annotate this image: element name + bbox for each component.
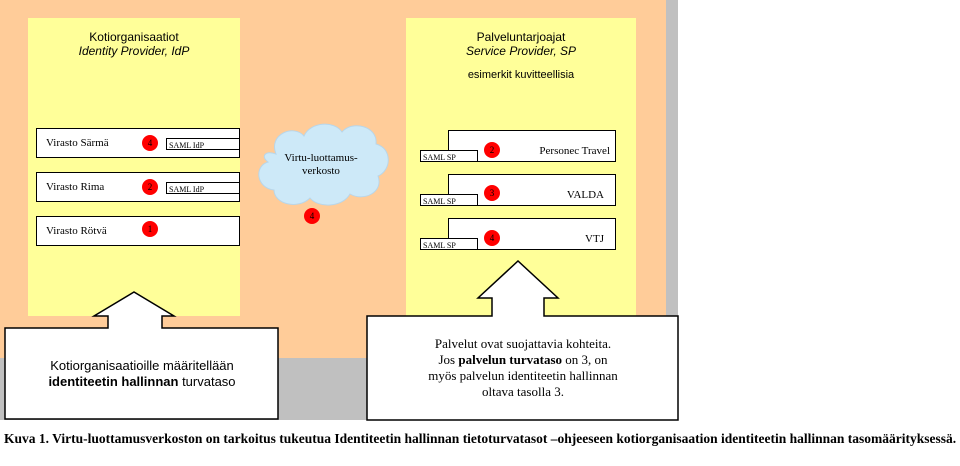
sp-note: esimerkit kuvitteellisia xyxy=(467,69,575,81)
callout-left-line1: Kotiorganisaatioille määritellään xyxy=(50,358,234,373)
sp-row-label: Personec Travel xyxy=(539,145,610,157)
callout-right-text xyxy=(376,336,670,400)
sp-title-en: Service Provider, SP xyxy=(465,44,577,58)
idp-panel xyxy=(28,18,240,316)
callout-left-rest: turvataso xyxy=(178,374,236,389)
callout-left-line2 xyxy=(10,374,274,390)
level-badge: 4 xyxy=(304,208,320,224)
sp-row-label: VALDA xyxy=(566,189,604,201)
callout-right-post: on 3, on xyxy=(562,352,608,367)
callout-right-line1: Palvelut ovat suojattavia kohteita. xyxy=(434,336,612,351)
callout-right-line4: oltava tasolla 3. xyxy=(482,384,564,399)
callout-right-line3: myös palvelun identiteetin hallinnan xyxy=(428,368,618,383)
level-badge: 2 xyxy=(484,142,500,158)
figure-caption: Kuva 1. Virtu-luottamusverkoston on tarkoitus tukeutua Identiteetin hallinnan tietoturvatasot –ohjeeseen kotiorganisaation identiteetin hallinnan tasomäärityksessä. xyxy=(4,431,957,446)
saml-idp-tag: SAML IdP xyxy=(166,182,240,194)
cloud-label-line2: verkosto xyxy=(302,165,340,177)
saml-sp-tag: SAML SP xyxy=(420,238,478,250)
level-badge: 4 xyxy=(142,135,158,151)
callout-right-line2 xyxy=(376,352,670,368)
level-badge: 1 xyxy=(142,221,158,237)
sp-row-label: VTJ xyxy=(585,233,604,245)
idp-row-label: Virasto Särmä xyxy=(46,137,109,149)
level-badge: 3 xyxy=(484,185,500,201)
idp-title-fi: Kotiorganisaatiot xyxy=(89,30,179,44)
level-badge: 2 xyxy=(142,179,158,195)
idp-row-label: Virasto Rötvä xyxy=(46,225,107,237)
idp-row-label: Virasto Rima xyxy=(46,181,105,193)
callout-right-pre: Jos xyxy=(438,352,459,367)
callout-left-shape xyxy=(4,291,280,421)
callout-right-bold: palvelun turvataso xyxy=(458,352,563,367)
level-badge: 4 xyxy=(484,230,500,246)
callout-left-text xyxy=(10,358,274,390)
sp-title-fi: Palveluntarjoajat xyxy=(476,30,566,44)
saml-idp-tag: SAML IdP xyxy=(166,138,240,150)
saml-sp-tag: SAML SP xyxy=(420,150,478,162)
saml-sp-tag: SAML SP xyxy=(420,194,478,206)
callout-left-bold: identiteetin hallinnan xyxy=(48,374,179,389)
cloud-label xyxy=(262,152,380,178)
cloud-label-line1: Virtu-luottamus- xyxy=(284,152,358,164)
idp-title-en: Identity Provider, IdP xyxy=(78,44,190,58)
